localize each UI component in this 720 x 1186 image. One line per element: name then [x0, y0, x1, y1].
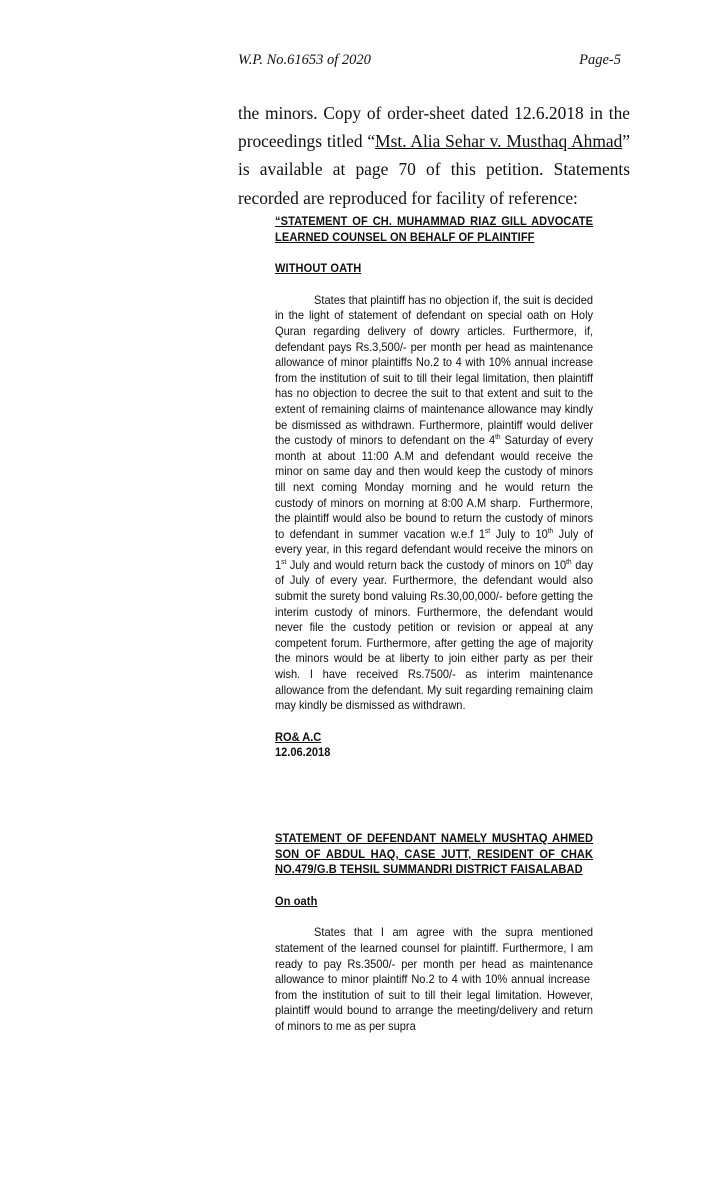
body-paragraph [238, 99, 630, 212]
statement-date: 12.06.2018 [275, 745, 331, 760]
statement-heading: STATEMENT OF DEFENDANT NAMELY MUSHTAQ AHMED SON OF ABDUL HAQ, CASE JUTT, RESIDENT OF CHAK NO.479/G.B TEHSIL SUMMANDRI DISTRICT FAISALABAD [275, 831, 594, 877]
signoff [275, 730, 593, 761]
body-text-before: the minors. Copy of order-sheet dated 12.6.2018 in the proceedings titled “ [238, 103, 630, 152]
statement-defendant [275, 831, 594, 1035]
case-number: W.P. No.61653 of 2020 [238, 52, 371, 68]
statement-paragraph: States that I am agree with the supra mentioned statement of the learned counsel for plaintiff. Furthermore, I am ready to pay Rs.3500/- per month per head as maintenance allowance to minor plaintiff No.2 to 4 with 10% annual increase from the institution of suit to till their legal limitation. However, plaintiff would bound to arrange the meeting/delivery and return of minors to me as per supra [275, 925, 594, 1033]
statement-plaintiff-counsel [275, 214, 594, 761]
statement-paragraph: States that plaintiff has no objection if, the suit is decided in the light of statement of defendant on special oath on Holy Quran regarding delivery of dowry articles. Furthermore, if, defendant pays Rs.3,500/- per month per head as maintenance allowance of minor plaintiffs No.2 to 4 with 10% annual increase from the institution of suit to till their legal limitation, then plaintiff has no objection to decree the suit to that extent and suit to the extent of remaining claims of maintenance allowance may kindly be dismissed as withdrawn. Furthermore, plaintiff would deliver the custody of minors to defendant on the 4th Saturday of every month at about 11:00 A.M and defendant would receive the minor on same day and then would keep the custody of minors till next coming Monday morning and he would return the custody of minors on morning at 8:00 A.M sharp. Furthermore, the plaintiff would also be bound to return the custody of minors to defendant in summer vacation w.e.f 1st July to 10th July of every year, in this regard defendant would receive the minors on 1st July and would return back the custody of minors on 10th day of July of every year. Furthermore, the defendant would also submit the surety bond valuing Rs.30,00,000/- before getting the interim custody of minors. Furthermore, the defendant would never file the custody petition or revision or appeal at any competent forum. Furthermore, after getting the age of majority the minors would be at liberty to join either party as per their wish. I have received Rs.7500/- as interim maintenance allowance from the defendant. My suit regarding remaining claim may kindly be dismissed as withdrawn. [275, 292, 594, 713]
body-text-after: ” is available at page 70 of this petition. Statements recorded are reproduced for facility of reference: [238, 131, 630, 208]
page-number: Page-5 [579, 52, 621, 68]
statement-heading: “STATEMENT OF CH. MUHAMMAD RIAZ GILL ADVOCATE LEARNED COUNSEL ON BEHALF OF PLAINTIFF [275, 214, 594, 244]
case-title: Mst. Alia Sehar v. Musthaq Ahmad [375, 131, 623, 152]
page-header [238, 52, 621, 74]
oath-label: WITHOUT OATH [275, 261, 362, 276]
ro-ac: RO& A.C [275, 729, 322, 744]
oath-label: On oath [275, 893, 318, 908]
